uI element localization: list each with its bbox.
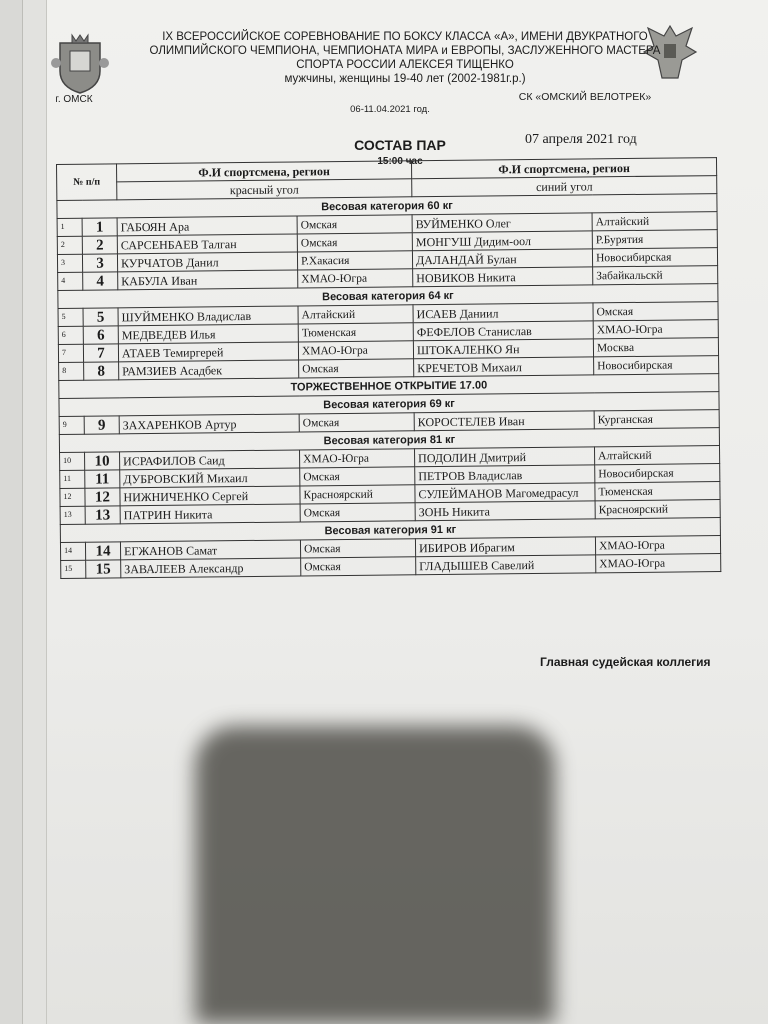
event-dates: 06-11.04.2021 год. [350,104,430,115]
blue-athlete-name: ДАЛАНДАЙ Булан [412,249,592,269]
pair-number: 11 [85,470,120,488]
row-subindex: 7 [58,344,83,362]
row-subindex: 2 [57,236,82,254]
red-corner-label: красный угол [117,179,412,200]
omsk-coat-of-arms-icon [50,33,110,97]
blue-athlete-region: Р.Бурятия [592,230,717,249]
red-athlete-name: АТАЕВ Темиргерей [118,342,298,362]
pair-number: 14 [85,542,120,560]
row-subindex: 15 [61,560,86,578]
blue-athlete-region: Забайкальскй [593,266,718,285]
blue-athlete-name: ПЕТРОВ Владислав [415,465,595,485]
pair-number: 7 [83,344,118,362]
blue-athlete-name: МОНГУШ Дидим-оол [412,231,592,251]
red-athlete-region: Омская [299,359,414,378]
red-athlete-name: ЗАХАРЕНКОВ Артур [119,414,299,434]
venue-label: СК «ОМСКИЙ ВЕЛОТРЕК» [518,91,652,103]
red-athlete-name: ИСРАФИЛОВ Саид [120,450,300,470]
red-athlete-region: Омская [299,413,414,432]
blue-athlete-name: ИБИРОВ Ибрагим [415,537,595,557]
pair-number: 12 [85,488,120,506]
blue-athlete-region: Новосибирская [592,248,717,267]
category-label: ТОРЖЕСТВЕННОЕ ОТКРЫТИЕ 17.00 [59,374,719,399]
pair-number: 13 [85,506,120,524]
red-athlete-name: КАБУЛА Иван [118,270,298,290]
row-subindex: 6 [58,326,83,344]
session-time: 15:00 час [377,156,423,167]
blue-athlete-region: Новосибирская [594,356,719,375]
red-athlete-region: ХМАО-Югра [300,449,415,468]
pair-number: 10 [85,452,120,470]
blue-athlete-region: Новосибирская [595,464,720,483]
red-athlete-name: ШУЙМЕНКО Владислав [118,306,298,326]
blue-athlete-region: Москва [593,338,718,357]
row-subindex: 10 [60,452,85,470]
red-athlete-name: ЕГЖАНОВ Самат [120,540,300,560]
red-athlete-name: МЕДВЕДЕВ Илья [118,324,298,344]
pairs-table [56,157,721,579]
blue-athlete-name: КОРОСТЕЛЕВ Иван [414,411,594,431]
blue-athlete-region: Алтайский [595,446,720,465]
red-athlete-name: ЗАВАЛЕЕВ Александр [121,558,301,578]
pair-number: 5 [83,308,118,326]
red-athlete-region: Р.Хакасия [297,251,412,270]
red-athlete-name: ДУБРОВСКИЙ Михаил [120,468,300,488]
red-athlete-region: Тюменская [298,323,413,342]
blue-athlete-region: Алтайский [592,212,717,231]
blue-athlete-name: ГЛАДЫШЕВ Савелий [416,555,596,575]
blue-athlete-region: Тюменская [595,482,720,501]
blue-athlete-region: ХМАО-Югра [596,554,721,573]
category-label: Весовая категория 60 кг [57,194,717,219]
category-label: Весовая категория 69 кг [59,392,719,417]
row-subindex: 1 [57,218,82,236]
red-athlete-region: Омская [300,467,415,486]
row-subindex: 9 [59,416,84,434]
blue-corner-label: синий угол [412,176,717,197]
blue-athlete-name: ЗОНЬ Никита [415,501,595,521]
red-athlete-region: ХМАО-Югра [298,269,413,288]
col-red-header: Ф.И спортсмена, регион [117,161,412,182]
blue-athlete-region: Омская [593,302,718,321]
city-label: г. ОМСК [55,94,93,105]
col-blue-header: Ф.И спортсмена, регион [412,158,717,179]
row-subindex: 12 [60,488,85,506]
red-athlete-region: Алтайский [298,305,413,324]
red-athlete-region: Омская [300,539,415,558]
red-athlete-region: Красноярский [300,485,415,504]
category-label: Весовая категория 81 кг [59,428,719,453]
blue-athlete-region: Курганская [594,410,719,429]
blue-athlete-name: ПОДОЛИН Дмитрий [415,447,595,467]
pair-number: 2 [82,236,117,254]
pair-number: 8 [84,362,119,380]
red-athlete-name: НИЖНИЧЕНКО Сергей [120,486,300,506]
red-athlete-name: КУРЧАТОВ Данил [117,252,297,272]
red-athlete-region: Омская [300,503,415,522]
blue-athlete-name: НОВИКОВ Никита [413,267,593,287]
red-athlete-name: ПАТРИН Никита [120,504,300,524]
blue-athlete-name: ИСАЕВ Даниил [413,303,593,323]
red-athlete-region: Омская [301,557,416,576]
category-label: Весовая категория 64 кг [58,284,718,309]
red-athlete-region: Омская [297,215,412,234]
camera-shadow [195,726,555,1024]
pair-number: 6 [83,326,118,344]
pair-number: 1 [82,218,117,236]
blue-athlete-name: СУЛЕЙМАНОВ Магомедрасул [415,483,595,503]
pair-number: 9 [84,416,119,434]
pair-number: 3 [82,254,117,272]
row-subindex: 14 [60,542,85,560]
pair-number: 15 [86,560,121,578]
blue-athlete-name: ШТОКАЛЕНКО Ян [413,339,593,359]
document-date: 07 апреля 2021 год [525,132,637,147]
row-subindex: 4 [58,272,83,290]
red-athlete-name: РАМЗИЕВ Асадбек [119,360,299,380]
blue-athlete-region: Красноярский [595,500,720,519]
blue-athlete-name: ФЕФЕЛОВ Станислав [413,321,593,341]
page-title: СОСТАВ ПАР [354,137,446,153]
event-title: IX ВСЕРОССИЙСКОЕ СОРЕВНОВАНИЕ ПО БОКСУ КЛАССА «А», ИМЕНИ ДВУКРАТНОГО ОЛИМПИЙСКОГО ЧЕМПИОНА, ЧЕМПИОНАТА МИРА и ЕВРОПЫ, ЗАСЛУЖЕННОГО МАСТЕРА СПОРТА РОССИИ АЛЕКСЕЯ ТИЩЕНКО мужчины, женщины 19-40 лет (2002-1981г.р.) [149,31,661,85]
blue-athlete-region: ХМАО-Югра [593,320,718,339]
red-athlete-region: ХМАО-Югра [298,341,413,360]
row-subindex: 13 [60,506,85,524]
row-subindex: 3 [57,254,82,272]
blue-athlete-name: ВУЙМЕНКО Олег [412,213,592,233]
blue-athlete-name: КРЕЧЕТОВ Михаил [414,357,594,377]
row-subindex: 8 [59,362,84,380]
red-athlete-name: ГАБОЯН Ара [117,216,297,236]
row-subindex: 11 [60,470,85,488]
row-subindex: 5 [58,308,83,326]
judges-signature-label: Главная судейская коллегия [540,655,711,669]
pair-number: 4 [83,272,118,290]
col-number-header: № п/п [57,164,117,201]
red-athlete-region: Омская [297,233,412,252]
category-label: Весовая категория 91 кг [60,518,720,543]
red-athlete-name: САРСЕНБАЕВ Талган [117,234,297,254]
blue-athlete-region: ХМАО-Югра [595,536,720,555]
